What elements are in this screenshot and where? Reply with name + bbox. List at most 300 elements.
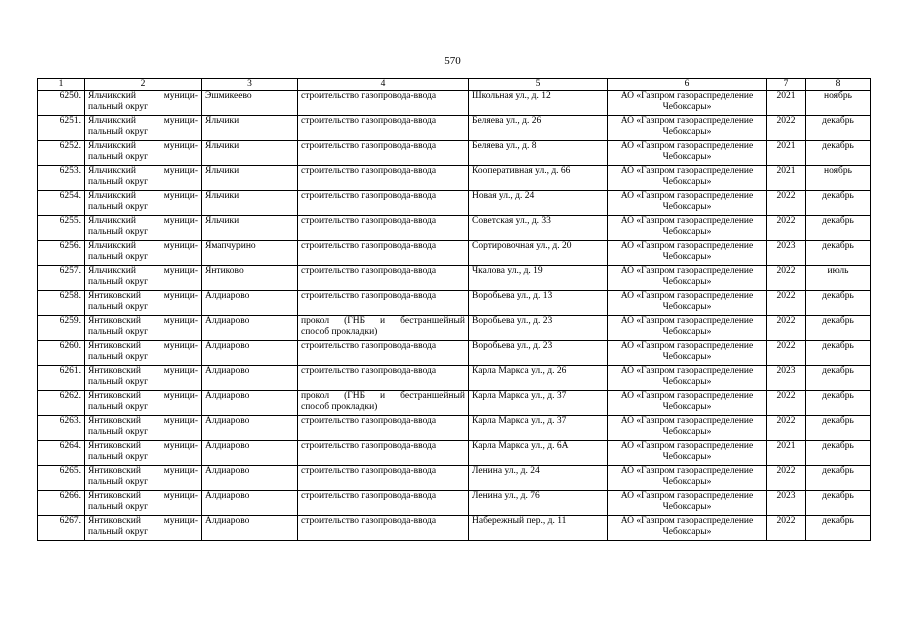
row-number: 6267. xyxy=(59,516,81,526)
work-type-line1: строительство газопровода-ввода xyxy=(301,141,437,151)
row-number: 6265. xyxy=(59,466,81,476)
row-number: 6258. xyxy=(59,291,81,301)
work-type-line1: строительство газопровода-ввода xyxy=(301,216,437,226)
municipality-cell xyxy=(85,391,202,416)
municipality-type-part1: муници- xyxy=(163,391,198,401)
year-cell xyxy=(767,241,806,266)
settlement-name: Ямапчурино xyxy=(205,241,256,251)
municipality-type-part2: пальный округ xyxy=(88,377,149,387)
year-cell xyxy=(767,366,806,391)
month-cell xyxy=(806,441,871,466)
table-row xyxy=(38,416,871,441)
organization-line1: АО «Газпром газораспределение xyxy=(620,416,754,426)
municipality-type-part2: пальный округ xyxy=(88,152,149,162)
year-cell xyxy=(767,141,806,166)
row-number-cell xyxy=(38,491,85,516)
municipality-cell xyxy=(85,516,202,541)
month-cell xyxy=(806,491,871,516)
municipality-cell xyxy=(85,466,202,491)
settlement-cell xyxy=(202,166,298,191)
municipality-type-part1: муници- xyxy=(163,316,198,326)
municipality-cell xyxy=(85,216,202,241)
month-cell xyxy=(806,316,871,341)
organization-line1: АО «Газпром газораспределение xyxy=(620,216,754,226)
month: декабрь xyxy=(822,441,854,451)
municipality-type-part1: муници- xyxy=(163,216,198,226)
address-cell xyxy=(469,516,608,541)
municipality-name: Яльчикский xyxy=(88,166,136,176)
work-type-cell xyxy=(298,241,469,266)
row-number-cell xyxy=(38,166,85,191)
month-cell xyxy=(806,341,871,366)
month-cell xyxy=(806,266,871,291)
month-cell xyxy=(806,241,871,266)
year: 2022 xyxy=(776,191,796,201)
municipality-type-part2: пальный округ xyxy=(88,502,149,512)
month: декабрь xyxy=(822,366,854,376)
settlement-name: Алдиарово xyxy=(205,391,250,401)
organization-cell xyxy=(608,391,767,416)
address: Карла Маркса ул., д. 37 xyxy=(472,416,567,426)
month: ноябрь xyxy=(824,166,852,176)
row-number-cell xyxy=(38,391,85,416)
month-cell xyxy=(806,166,871,191)
year-cell xyxy=(767,491,806,516)
work-type-cell xyxy=(298,316,469,341)
row-number: 6256. xyxy=(59,241,81,251)
organization-line2: Чебоксары» xyxy=(662,327,712,337)
address: Ленина ул., д. 76 xyxy=(472,491,540,501)
municipality-type-part1: муници- xyxy=(163,341,198,351)
row-number: 6257. xyxy=(59,266,81,276)
organization-cell xyxy=(608,266,767,291)
organization-line1: АО «Газпром газораспределение xyxy=(620,191,754,201)
month: июль xyxy=(827,266,849,276)
year: 2021 xyxy=(776,91,796,101)
table-row xyxy=(38,191,871,216)
row-number-cell xyxy=(38,416,85,441)
municipality-name: Янтиковский xyxy=(88,316,141,326)
organization-line1: АО «Газпром газораспределение xyxy=(620,466,754,476)
row-number: 6263. xyxy=(59,416,81,426)
work-type-line1: строительство газопровода-ввода xyxy=(301,166,437,176)
work-type-cell xyxy=(298,366,469,391)
organization-line2: Чебоксары» xyxy=(662,527,712,537)
municipality-name: Яльчикский xyxy=(88,116,136,126)
organization-line2: Чебоксары» xyxy=(662,452,712,462)
month: декабрь xyxy=(822,216,854,226)
month-cell xyxy=(806,466,871,491)
month-cell xyxy=(806,141,871,166)
municipality-type-part2: пальный округ xyxy=(88,527,149,537)
month: декабрь xyxy=(822,241,854,251)
municipality-cell xyxy=(85,291,202,316)
organization-line2: Чебоксары» xyxy=(662,302,712,312)
month-cell xyxy=(806,216,871,241)
address-cell xyxy=(469,316,608,341)
work-type-line2: способ прокладки) xyxy=(301,327,378,337)
year: 2023 xyxy=(776,366,796,376)
year: 2022 xyxy=(776,516,796,526)
column-header: 7 xyxy=(767,79,806,91)
work-type-cell xyxy=(298,291,469,316)
organization-cell xyxy=(608,291,767,316)
municipality-type-part2: пальный округ xyxy=(88,402,149,412)
settlement-cell xyxy=(202,366,298,391)
settlement-cell xyxy=(202,266,298,291)
settlement-cell xyxy=(202,441,298,466)
month-cell xyxy=(806,366,871,391)
organization-line2: Чебоксары» xyxy=(662,352,712,362)
row-number-cell xyxy=(38,116,85,141)
municipality-type-part2: пальный округ xyxy=(88,427,149,437)
row-number: 6261. xyxy=(59,366,81,376)
settlement-name: Янтиково xyxy=(205,266,244,276)
municipality-type-part2: пальный округ xyxy=(88,277,149,287)
settlement-name: Алдиарово xyxy=(205,291,250,301)
organization-line2: Чебоксары» xyxy=(662,277,712,287)
municipality-cell xyxy=(85,316,202,341)
table-row xyxy=(38,441,871,466)
column-number-row xyxy=(38,79,871,91)
column-header: 1 xyxy=(38,79,85,91)
municipality-type-part1: муници- xyxy=(163,491,198,501)
work-type-line1: строительство газопровода-ввода xyxy=(301,441,437,451)
table-row xyxy=(38,466,871,491)
settlement-cell xyxy=(202,316,298,341)
table-row xyxy=(38,516,871,541)
organization-line1: АО «Газпром газораспределение xyxy=(620,241,754,251)
organization-cell xyxy=(608,241,767,266)
table-row xyxy=(38,91,871,116)
address-cell xyxy=(469,466,608,491)
organization-line1: АО «Газпром газораспределение xyxy=(620,491,754,501)
organization-cell xyxy=(608,316,767,341)
municipality-cell xyxy=(85,166,202,191)
address-cell xyxy=(469,166,608,191)
work-type-cell xyxy=(298,441,469,466)
address: Воробьева ул., д. 23 xyxy=(472,316,553,326)
municipality-name: Яльчикский xyxy=(88,141,136,151)
organization-line1: АО «Газпром газораспределение xyxy=(620,91,754,101)
settlement-cell xyxy=(202,391,298,416)
row-number: 6262. xyxy=(59,391,81,401)
address: Воробьева ул., д. 13 xyxy=(472,291,553,301)
address: Ленина ул., д. 24 xyxy=(472,466,540,476)
organization-line1: АО «Газпром газораспределение xyxy=(620,116,754,126)
year: 2022 xyxy=(776,466,796,476)
year-cell xyxy=(767,216,806,241)
organization-line2: Чебоксары» xyxy=(662,402,712,412)
row-number: 6250. xyxy=(59,91,81,101)
work-type-line2: способ прокладки) xyxy=(301,402,378,412)
municipality-type-part2: пальный округ xyxy=(88,327,149,337)
work-type-cell xyxy=(298,516,469,541)
settlement-name: Яльчики xyxy=(205,166,240,176)
address-cell xyxy=(469,191,608,216)
organization-line2: Чебоксары» xyxy=(662,227,712,237)
month: декабрь xyxy=(822,491,854,501)
work-type-line1: строительство газопровода-ввода xyxy=(301,266,437,276)
table-row xyxy=(38,241,871,266)
municipality-type-part1: муници- xyxy=(163,116,198,126)
table-row xyxy=(38,166,871,191)
table-row xyxy=(38,266,871,291)
work-type-cell xyxy=(298,341,469,366)
address-cell xyxy=(469,266,608,291)
municipality-cell xyxy=(85,341,202,366)
municipality-cell xyxy=(85,91,202,116)
municipality-type-part1: муници- xyxy=(163,91,198,101)
organization-line1: АО «Газпром газораспределение xyxy=(620,291,754,301)
month: декабрь xyxy=(822,316,854,326)
settlement-name: Алдиарово xyxy=(205,316,250,326)
organization-cell xyxy=(608,491,767,516)
settlement-name: Яльчики xyxy=(205,116,240,126)
row-number-cell xyxy=(38,341,85,366)
month-cell xyxy=(806,91,871,116)
organization-line1: АО «Газпром газораспределение xyxy=(620,141,754,151)
row-number-cell xyxy=(38,441,85,466)
table-row xyxy=(38,141,871,166)
year: 2022 xyxy=(776,416,796,426)
table-row xyxy=(38,316,871,341)
municipality-name: Янтиковский xyxy=(88,491,141,501)
month: декабрь xyxy=(822,391,854,401)
organization-line2: Чебоксары» xyxy=(662,377,712,387)
work-type-cell xyxy=(298,191,469,216)
municipality-name: Янтиковский xyxy=(88,441,141,451)
municipality-type-part1: муници- xyxy=(163,141,198,151)
row-number: 6253. xyxy=(59,166,81,176)
year-cell xyxy=(767,316,806,341)
month-cell xyxy=(806,416,871,441)
year-cell xyxy=(767,441,806,466)
settlement-cell xyxy=(202,516,298,541)
work-type-cell xyxy=(298,141,469,166)
settlement-cell xyxy=(202,91,298,116)
municipality-cell xyxy=(85,491,202,516)
address-cell xyxy=(469,291,608,316)
municipality-type-part2: пальный округ xyxy=(88,302,149,312)
column-header: 6 xyxy=(608,79,767,91)
organization-line1: АО «Газпром газораспределение xyxy=(620,341,754,351)
address: Беляева ул., д. 8 xyxy=(472,141,537,151)
month: декабрь xyxy=(822,191,854,201)
month: декабрь xyxy=(822,291,854,301)
table-row xyxy=(38,291,871,316)
table-row xyxy=(38,116,871,141)
organization-cell xyxy=(608,216,767,241)
row-number-cell xyxy=(38,516,85,541)
address-cell xyxy=(469,341,608,366)
year: 2023 xyxy=(776,241,796,251)
row-number-cell xyxy=(38,316,85,341)
work-type-cell xyxy=(298,266,469,291)
municipality-type-part1: муници- xyxy=(163,441,198,451)
organization-cell xyxy=(608,141,767,166)
organization-line1: АО «Газпром газораспределение xyxy=(620,516,754,526)
municipality-type-part1: муници- xyxy=(163,266,198,276)
organization-line2: Чебоксары» xyxy=(662,427,712,437)
work-type-line1: строительство газопровода-ввода xyxy=(301,241,437,251)
municipality-name: Яльчикский xyxy=(88,266,136,276)
municipality-type-part1: муници- xyxy=(163,166,198,176)
year-cell xyxy=(767,516,806,541)
year-cell xyxy=(767,266,806,291)
municipality-name: Яльчикский xyxy=(88,216,136,226)
municipality-cell xyxy=(85,241,202,266)
month-cell xyxy=(806,191,871,216)
year: 2021 xyxy=(776,141,796,151)
address-cell xyxy=(469,216,608,241)
organization-line1: АО «Газпром газораспределение xyxy=(620,166,754,176)
municipality-type-part2: пальный округ xyxy=(88,102,149,112)
organization-line1: АО «Газпром газораспределение xyxy=(620,316,754,326)
address: Воробьева ул., д. 23 xyxy=(472,341,553,351)
organization-cell xyxy=(608,441,767,466)
year: 2022 xyxy=(776,266,796,276)
table-row xyxy=(38,341,871,366)
work-type-line1: строительство газопровода-ввода xyxy=(301,91,437,101)
municipality-name: Янтиковский xyxy=(88,366,141,376)
work-type-line1: строительство газопровода-ввода xyxy=(301,116,437,126)
work-type-cell xyxy=(298,416,469,441)
municipality-type-part2: пальный округ xyxy=(88,452,149,462)
municipality-type-part2: пальный округ xyxy=(88,252,149,262)
organization-line2: Чебоксары» xyxy=(662,202,712,212)
settlement-name: Алдиарово xyxy=(205,441,250,451)
settlement-cell xyxy=(202,241,298,266)
municipality-type-part1: муници- xyxy=(163,516,198,526)
organization-line1: АО «Газпром газораспределение xyxy=(620,391,754,401)
page-number: 570 xyxy=(444,55,461,67)
row-number-cell xyxy=(38,141,85,166)
work-type-line1: строительство газопровода-ввода xyxy=(301,466,437,476)
municipality-type-part1: муници- xyxy=(163,466,198,476)
municipality-type-part2: пальный округ xyxy=(88,127,149,137)
row-number-cell xyxy=(38,216,85,241)
municipality-type-part1: муници- xyxy=(163,191,198,201)
municipality-cell xyxy=(85,116,202,141)
settlement-cell xyxy=(202,116,298,141)
row-number: 6251. xyxy=(59,116,81,126)
settlement-name: Яльчики xyxy=(205,216,240,226)
municipality-name: Янтиковский xyxy=(88,291,141,301)
settlement-name: Яльчики xyxy=(205,141,240,151)
address-cell xyxy=(469,391,608,416)
address-cell xyxy=(469,91,608,116)
year: 2021 xyxy=(776,166,796,176)
column-header: 5 xyxy=(469,79,608,91)
month: декабрь xyxy=(822,516,854,526)
work-type-line1: строительство газопровода-ввода xyxy=(301,341,437,351)
settlement-name: Алдиарово xyxy=(205,416,250,426)
address: Советская ул., д. 33 xyxy=(472,216,551,226)
municipality-type-part2: пальный округ xyxy=(88,177,149,187)
municipality-cell xyxy=(85,191,202,216)
year-cell xyxy=(767,466,806,491)
table-row xyxy=(38,216,871,241)
row-number: 6264. xyxy=(59,441,81,451)
address: Новая ул., д. 24 xyxy=(472,191,535,201)
organization-cell xyxy=(608,91,767,116)
year: 2022 xyxy=(776,116,796,126)
organization-line2: Чебоксары» xyxy=(662,127,712,137)
settlement-cell xyxy=(202,416,298,441)
organization-line2: Чебоксары» xyxy=(662,102,712,112)
address-cell xyxy=(469,416,608,441)
settlement-cell xyxy=(202,341,298,366)
address-cell xyxy=(469,241,608,266)
address-cell xyxy=(469,116,608,141)
year-cell xyxy=(767,341,806,366)
month: ноябрь xyxy=(824,91,852,101)
organization-cell xyxy=(608,466,767,491)
organization-line2: Чебоксары» xyxy=(662,152,712,162)
row-number: 6252. xyxy=(59,141,81,151)
work-type-line1: строительство газопровода-ввода xyxy=(301,191,437,201)
address: Кооперативная ул., д. 66 xyxy=(472,166,571,176)
year: 2022 xyxy=(776,291,796,301)
work-type-cell xyxy=(298,491,469,516)
municipality-name: Янтиковский xyxy=(88,466,141,476)
municipality-type-part2: пальный округ xyxy=(88,202,149,212)
work-type-line1: строительство газопровода-ввода xyxy=(301,516,437,526)
work-type-cell xyxy=(298,166,469,191)
column-header: 3 xyxy=(202,79,298,91)
municipality-name: Яльчикский xyxy=(88,191,136,201)
address: Сортировочная ул., д. 20 xyxy=(472,241,572,251)
address: Школьная ул., д. 12 xyxy=(472,91,551,101)
municipality-name: Яльчикский xyxy=(88,241,136,251)
year-cell xyxy=(767,91,806,116)
organization-line2: Чебоксары» xyxy=(662,177,712,187)
organization-line2: Чебоксары» xyxy=(662,477,712,487)
address-cell xyxy=(469,366,608,391)
settlement-name: Алдиарово xyxy=(205,341,250,351)
settlement-cell xyxy=(202,291,298,316)
year: 2023 xyxy=(776,491,796,501)
column-header: 4 xyxy=(298,79,469,91)
organization-cell xyxy=(608,416,767,441)
municipality-type-part2: пальный округ xyxy=(88,227,149,237)
address: Чкалова ул., д. 19 xyxy=(472,266,543,276)
work-type-line1: строительство газопровода-ввода xyxy=(301,366,437,376)
municipality-name: Яльчикский xyxy=(88,91,136,101)
row-number-cell xyxy=(38,466,85,491)
municipality-type-part2: пальный округ xyxy=(88,352,149,362)
settlement-cell xyxy=(202,491,298,516)
row-number-cell xyxy=(38,366,85,391)
address: Беляева ул., д. 26 xyxy=(472,116,542,126)
settlement-cell xyxy=(202,216,298,241)
row-number-cell xyxy=(38,191,85,216)
settlement-cell xyxy=(202,191,298,216)
organization-cell xyxy=(608,366,767,391)
organization-line1: АО «Газпром газораспределение xyxy=(620,366,754,376)
organization-cell xyxy=(608,166,767,191)
municipality-type-part1: муници- xyxy=(163,241,198,251)
organization-cell xyxy=(608,516,767,541)
municipality-name: Янтиковский xyxy=(88,391,141,401)
table-row xyxy=(38,366,871,391)
month-cell xyxy=(806,391,871,416)
row-number: 6255. xyxy=(59,216,81,226)
address-cell xyxy=(469,141,608,166)
table-row xyxy=(38,491,871,516)
month: декабрь xyxy=(822,466,854,476)
